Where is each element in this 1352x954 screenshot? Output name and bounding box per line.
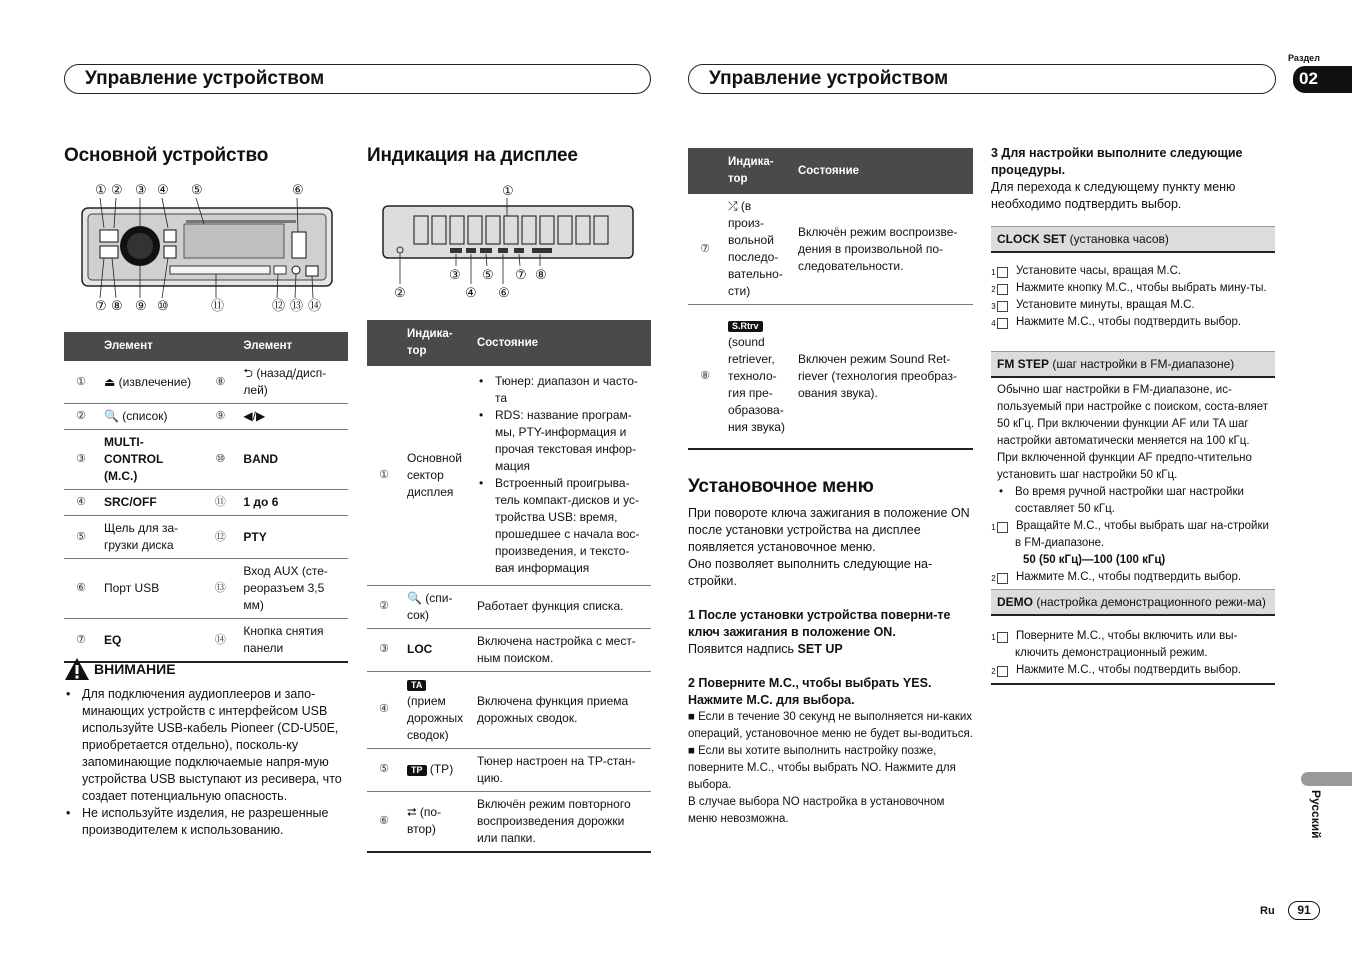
callout-8: ⑧ [111, 298, 123, 313]
row-num: ④ [367, 671, 401, 748]
fm-values: 50 (50 кГц)—100 (100 кГц) [1023, 554, 1166, 566]
clock-set-block [991, 226, 1275, 331]
col-head-state: Состояние [792, 148, 973, 194]
element-cell: EQ [98, 619, 203, 663]
indicator-table-2 [688, 148, 973, 450]
col-head-1: Элемент [64, 332, 203, 361]
state-item: • RDS: название програм-мы, PTY-информация и прочая текстовая инфор-мация [477, 407, 645, 475]
callout-3: ③ [135, 182, 147, 197]
element-cell: Порт USB [98, 559, 203, 619]
step-heading: 1 После установки устройства поверни-те ключ зажигания в положение ON. [688, 608, 951, 639]
step-text: Появится надпись [688, 642, 798, 656]
indicator-cell: ⤮ (в произ-вольной последо-вательно-сти) [722, 194, 792, 305]
row-num: ⑪ [203, 490, 237, 516]
indicator-table-1 [367, 320, 651, 853]
warning-icon [64, 657, 90, 681]
callout-8: ⑧ [535, 267, 547, 282]
row-num: ⑬ [203, 559, 237, 619]
element-cell: Кнопка снятия панели [237, 619, 348, 663]
element-cell: ⏏ (извлечение) [98, 361, 203, 404]
clock-step: Нажмите кнопку M.C., чтобы выбрать мину-ты. [1016, 282, 1267, 294]
fm-step: Вращайте M.C., чтобы выбрать шаг на-стройки в FM-диапазоне. [1015, 520, 1269, 549]
row-num: ① [64, 361, 98, 404]
row-num: ② [367, 585, 401, 628]
step-note: В случае выбора NO настройка в установочном меню невозможна. [688, 796, 945, 825]
setting-name: DEMO [997, 595, 1033, 609]
step-heading: 3 Для настройки выполните следующие процедуры. [991, 146, 1243, 177]
row-num: ⑭ [203, 619, 237, 663]
state-cell: Включен режим Sound Ret-riever (технология преобраз-ования звука). [792, 305, 973, 449]
step-3 [991, 145, 1275, 213]
state-cell: Включён режим повторного воспроизведения дорожки или папки. [471, 791, 651, 852]
sretriever-badge: S.Rtrv [728, 321, 763, 332]
indicator-cell: ⮂ (по-втор) [401, 791, 471, 852]
row-num: ⑩ [203, 430, 237, 490]
indicator-cell: (TP) [429, 762, 454, 776]
setting-desc: (установка часов) [1066, 232, 1169, 246]
intro-text: Оно позволяет выполнить следующие на-стройки. [688, 557, 933, 588]
element-cell: Вход AUX (сте-реоразъем 3,5 мм) [237, 559, 348, 619]
step-box: 1 [997, 267, 1008, 278]
element-cell: ⮌ (назад/дисп-лей) [237, 361, 348, 404]
step-box: 2 [997, 666, 1008, 677]
step-box: 2 [997, 284, 1008, 295]
indicator-cell: LOC [401, 628, 471, 671]
language-tab: Русский [1309, 790, 1323, 839]
clock-step: Нажмите M.C., чтобы подтвердить выбор. [1016, 316, 1242, 328]
callout-12: ⑫ [272, 298, 286, 313]
step-2 [688, 675, 973, 828]
setting-name: FM STEP [997, 357, 1050, 371]
heading-display: Индикация на дисплее [367, 145, 578, 166]
step-1 [688, 607, 973, 658]
row-num: ⑧ [688, 305, 722, 449]
intro-text: При повороте ключа зажигания в положение ON после установки устройства на дисплее появляется установочное меню. [688, 506, 970, 554]
indicator-cell: (прием дорожных сводок) [407, 693, 464, 742]
fm-bullet: • Во время ручной настройки шаг настройки составляет 50 кГц. [997, 484, 1275, 518]
row-num: ③ [367, 628, 401, 671]
demo-block [991, 589, 1275, 685]
fm-step: Нажмите M.C., чтобы подтвердить выбор. [1016, 571, 1242, 583]
section-label: Раздел [1288, 53, 1320, 63]
heading-setup-menu: Установочное меню [688, 476, 874, 497]
row-num: ③ [64, 430, 98, 490]
row-num: ⑦ [688, 194, 722, 305]
element-cell: BAND [237, 430, 348, 490]
callout-11: ⑪ [211, 298, 225, 313]
row-num: ① [367, 366, 401, 585]
state-cell: Включена функция приема дорожных сводок. [471, 671, 651, 748]
step-box: 4 [997, 318, 1008, 329]
callout-1: ① [95, 182, 107, 197]
callout-4: ④ [465, 285, 477, 300]
callout-10: ⑩ [157, 298, 169, 313]
row-num: ⑤ [367, 748, 401, 791]
state-item: • Тюнер: диапазон и часто-та [477, 373, 645, 407]
device-diagram [64, 180, 348, 315]
element-cell: Щель для за-грузки диска [98, 516, 203, 559]
callout-5: ⑤ [191, 182, 203, 197]
callout-9: ⑨ [135, 298, 147, 313]
callout-6: ⑥ [292, 182, 304, 197]
fm-step-block [991, 351, 1275, 586]
ta-badge: TA [407, 680, 426, 691]
heading-main-unit: Основной устройство [64, 145, 269, 166]
warning-block [64, 657, 354, 839]
tp-badge: TP [407, 765, 427, 776]
section-number: 02 [1293, 66, 1352, 93]
callout-6: ⑥ [498, 285, 510, 300]
state-cell: Включена настройка с мест-ным поиском. [471, 628, 651, 671]
setup-intro [688, 505, 973, 590]
step-box: 1 [997, 522, 1008, 533]
elements-table [64, 332, 348, 663]
callout-5: ⑤ [482, 267, 494, 282]
page-title-right: Управление устройством [688, 64, 1276, 94]
callout-13: ⑬ [290, 298, 304, 313]
fm-text: Обычно шаг настройки в FM-диапазоне, ис-пользуемый при настройке с поиском, соста-вляет 50 кГц. При включении функции AF или TA шаг настройки автоматически меняется на 100 кГц. При включенной функции AF предпо-чтительно установить шаг настройки 50 кГц. [997, 384, 1269, 481]
step-heading: 2 Поверните M.C., чтобы выбрать YES. Нажмите M.C. для выбора. [688, 676, 932, 707]
state-cell: Работает функция списка. [471, 585, 651, 628]
setting-desc: (шаг настройки в FM-диапазоне) [1049, 357, 1235, 371]
element-cell: MULTI-CONTROL (M.C.) [98, 430, 203, 490]
element-cell: ◀/▶ [237, 404, 348, 430]
row-num: ⑥ [64, 559, 98, 619]
col-head-state: Состояние [471, 320, 651, 366]
indicator-cell: 🔍 (спи-сок) [401, 585, 471, 628]
element-cell: SRC/OFF [98, 490, 203, 516]
callout-2: ② [111, 182, 123, 197]
step-note: ■ Если вы хотите выполнить настройку позже, поверните M.C., чтобы выбрать NO. Нажмите для выбора. [688, 745, 956, 791]
step-box: 1 [997, 632, 1008, 643]
callout-7: ⑦ [515, 267, 527, 282]
callout-7: ⑦ [95, 298, 107, 313]
row-num: ⑫ [203, 516, 237, 559]
col-head-indicator: Индика-тор [401, 320, 471, 366]
element-cell: 🔍 (список) [98, 404, 203, 430]
step-note: ■ Если в течение 30 секунд не выполняется ни-каких операций, установочное меню не будет вы-водиться. [688, 711, 973, 740]
warning-item: • Для подключения аудиоплееров и запо-минающих устройств с интерфейсом USB используйте USB-кабель Pioneer (CD-U50E, приобретается отдельно), посколь-ку запоминающие подключаемые напря-мую устройства USB выступают из ресивера, что создает потенциальную опасность. [64, 686, 354, 805]
row-num: ⑤ [64, 516, 98, 559]
step-box: 2 [997, 573, 1008, 584]
callout-4: ④ [157, 182, 169, 197]
display-diagram [380, 180, 640, 305]
page-title-left: Управление устройством [64, 64, 651, 94]
callout-1: ① [502, 183, 514, 198]
step-text: Для перехода к следующему пункту меню необходимо подтвердить выбор. [991, 180, 1236, 211]
element-cell: 1 до 6 [237, 490, 348, 516]
row-num: ② [64, 404, 98, 430]
setting-desc: (настройка демонстрационного режи-ма) [1033, 595, 1266, 609]
row-num: ⑥ [367, 791, 401, 852]
row-num: ⑨ [203, 404, 237, 430]
callout-14: ⑭ [308, 298, 322, 313]
row-num: ⑦ [64, 619, 98, 663]
indicator-cell: (sound retriever, техноло-гия пре-образова-ния звука) [728, 334, 785, 434]
col-head-2: Элемент [203, 332, 348, 361]
setting-name: CLOCK SET [997, 232, 1067, 246]
indicator-cell: Основной сектор дисплея [401, 366, 471, 585]
clock-step: Установите часы, вращая M.C. [1016, 265, 1182, 277]
state-cell: Тюнер настроен на TP-стан-цию. [471, 748, 651, 791]
warning-item: • Не используйте изделия, не разрешенные производителем к использованию. [64, 805, 354, 839]
page-number: 91 [1288, 901, 1320, 920]
element-cell: PTY [237, 516, 348, 559]
step-box: 3 [997, 301, 1008, 312]
col-head-indicator: Индика-тор [722, 148, 792, 194]
demo-step: Поверните M.C., чтобы включить или вы-ключить демонстрационный режим. [1015, 630, 1238, 659]
row-num: ④ [64, 490, 98, 516]
row-num: ⑧ [203, 361, 237, 404]
callout-3: ③ [449, 267, 461, 282]
language-tab-bar [1301, 772, 1352, 786]
state-item: • Встроенный проигрыва-тель компакт-дисков и ус-тройства USB: время, прошедшее с начала вос-произведения, и тексто-вая информация [477, 475, 645, 577]
callout-2: ② [394, 285, 406, 300]
lang-code: Ru [1260, 905, 1275, 917]
step-text-bold: SET UP [797, 642, 843, 656]
warning-title: ВНИМАНИЕ [94, 661, 176, 677]
demo-step: Нажмите M.C., чтобы подтвердить выбор. [1016, 664, 1242, 676]
clock-step: Установите минуты, вращая M.C. [1016, 299, 1195, 311]
state-cell: Включён режим воспроизве-дения в произвольной по-следовательности. [792, 194, 973, 305]
